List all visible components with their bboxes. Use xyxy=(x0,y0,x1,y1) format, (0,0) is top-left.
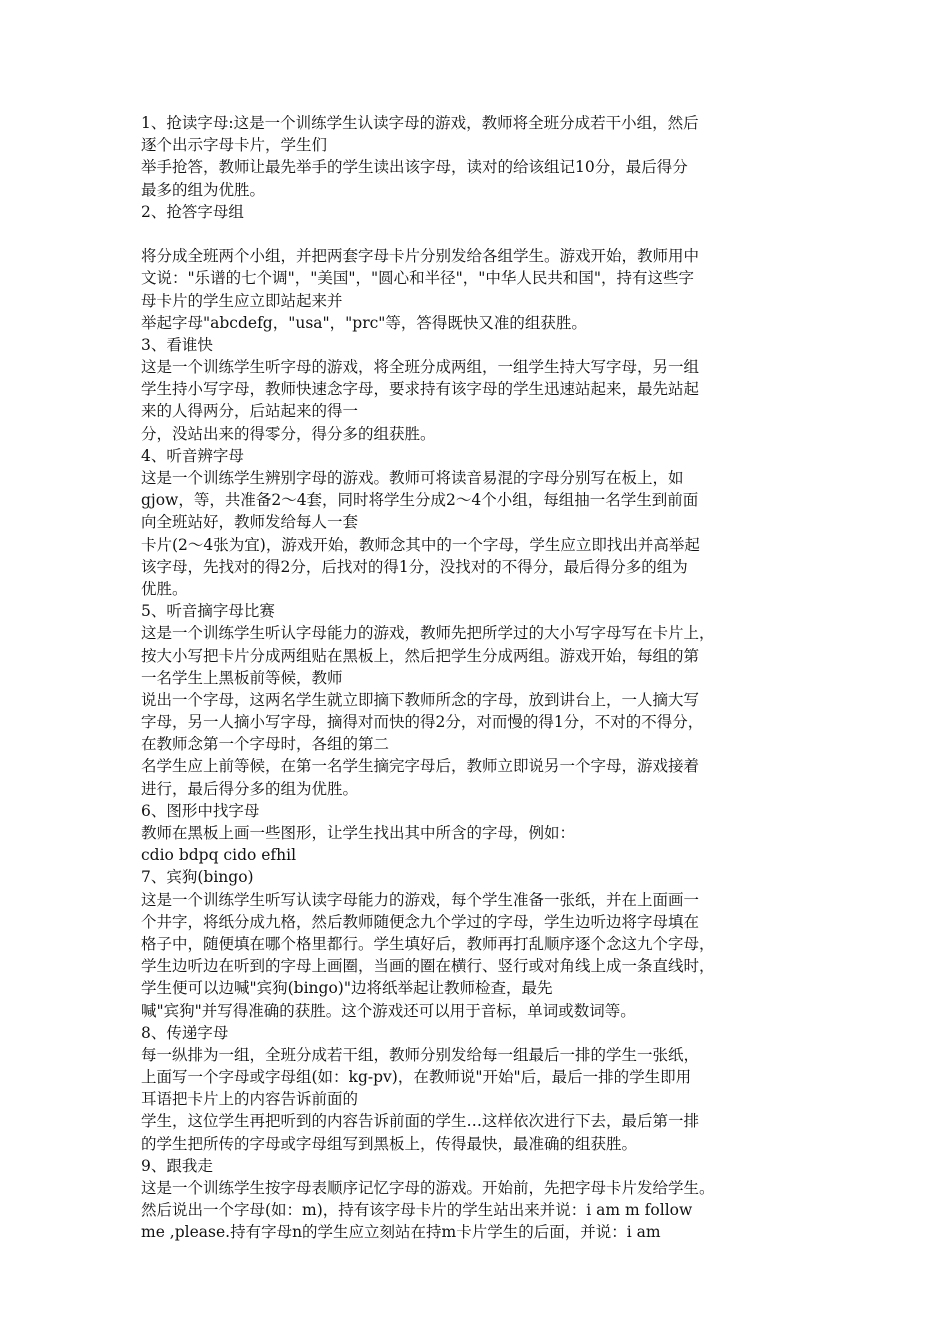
text-line: 这是一个训练学生听字母的游戏，将全班分成两组，一组学生持大写字母，另一组 xyxy=(141,358,700,377)
text-line: 上面写一个字母或字母组(如：kg-pv)，在教师说"开始"后，最后一排的学生即用 xyxy=(141,1068,692,1087)
text-line: 学生边听边在听到的字母上画圈，当画的圈在横行、竖行或对角线上成一条直线时， xyxy=(141,957,715,976)
text-line: 学生，这位学生再把听到的内容告诉前面的学生…这样依次进行下去，最后第一排 xyxy=(141,1112,700,1131)
text-line: 的学生把所传的字母或字母组写到黑板上，传得最快，最准确的组获胜。 xyxy=(141,1134,638,1153)
text-line: 1、抢读字母:这是一个训练学生认读字母的游戏，教师将全班分成若干小组，然后 xyxy=(141,114,699,132)
text-line: 然后说出一个字母(如：m)，持有该字母卡片的学生站出来并说：i am m follow xyxy=(141,1201,693,1220)
text-line: 每一纵排为一组，全班分成若干组，教师分别发给每一组最后一排的学生一张纸， xyxy=(141,1045,700,1064)
text-line: 举起字母"abcdefg，"usa"，"prc"等，答得既快又准的组获胜。 xyxy=(141,313,587,332)
text-line: 在教师念第一个字母时，各组的第二 xyxy=(141,735,390,754)
blank-line xyxy=(141,223,831,245)
text-line: 这是一个训练学生听写认读字母能力的游戏，每个学生准备一张纸，并在上面画一 xyxy=(141,890,700,909)
text-line: 这是一个训练学生按字母表顺序记忆字母的游戏。开始前，先把字母卡片发给学生。 xyxy=(141,1179,715,1197)
text-line: 8、传递字母 xyxy=(141,1023,229,1042)
text-line: 名学生应上前等候，在第一名学生摘完字母后，教师立即说另一个字母，游戏接着 xyxy=(141,757,700,776)
text-line: 喊"宾狗"并写得准确的获胜。这个游戏还可以用于音标，单词或数词等。 xyxy=(141,1001,636,1020)
text-line: 教师在黑板上画一些图形，让学生找出其中所含的字母，例如： xyxy=(141,824,576,842)
text-line: 格子中，随便填在哪个格里都行。学生填好后，教师再打乱顺序逐个念这九个字母， xyxy=(141,934,715,953)
text-line: 卡片(2～4张为宜)，游戏开始，教师念其中的一个字母，学生应立即找出并高举起 xyxy=(141,535,700,554)
text-line: 3、看谁快 xyxy=(141,335,213,354)
document-body xyxy=(141,112,831,1244)
text-line: gjow，等，共准备2～4套，同时将学生分成2～4个小组，每组抽一名学生到前面 xyxy=(141,491,699,510)
text-line: 将分成全班两个小组，并把两套字母卡片分别发给各组学生。游戏开始，教师用中 xyxy=(141,247,700,266)
text-line: 说出一个字母，这两名学生就立即摘下教师所念的字母，放到讲台上，一人摘大写 xyxy=(141,690,700,709)
text-line: 一名学生上黑板前等候，教师 xyxy=(141,668,343,687)
text-line: 9、跟我走 xyxy=(141,1156,213,1175)
text-line: 分，没站出来的得零分，得分多的组获胜。 xyxy=(141,424,436,443)
text-line: 6、图形中找字母 xyxy=(141,801,260,820)
text-line: 优胜。 xyxy=(141,579,188,598)
text-line: 举手抢答，教师让最先举手的学生读出该字母，读对的给该组记10分，最后得分 xyxy=(141,158,688,177)
text-line: 7、宾狗(bingo) xyxy=(141,868,254,887)
text-line: 学生持小写字母，教师快速念字母，要求持有该字母的学生迅速站起来，最先站起 xyxy=(141,380,700,399)
text-line: me ,please.持有字母n的学生应立刻站在持m卡片学生的后面，并说：i am xyxy=(141,1223,661,1242)
text-line: 这是一个训练学生辨别字母的游戏。教师可将读音易混的字母分别写在板上，如 xyxy=(141,469,684,487)
text-line: 向全班站好，教师发给每人一套 xyxy=(141,513,359,532)
text-line: 该字母，先找对的得2分，后找对的得1分，没找对的不得分，最后得分多的组为 xyxy=(141,557,688,576)
text-line: 耳语把卡片上的内容告诉前面的 xyxy=(141,1090,359,1109)
text-line: 5、听音摘字母比赛 xyxy=(141,602,275,621)
text-line: 进行，最后得分多的组为优胜。 xyxy=(141,779,359,798)
text-line: 按大小写把卡片分成两组贴在黑板上，然后把学生分成两组。游戏开始，每组的第 xyxy=(141,646,700,665)
text-line: 来的人得两分，后站起来的得一 xyxy=(141,402,359,421)
text-line: 这是一个训练学生听认字母能力的游戏，教师先把所学过的大小写字母写在卡片上， xyxy=(141,624,715,643)
text-line: 4、听音辨字母 xyxy=(141,446,244,465)
text-line: 学生便可以边喊"宾狗(bingo)"边将纸举起让教师检查，最先 xyxy=(141,979,553,998)
text-line: cdio bdpq cido efhil xyxy=(141,846,297,865)
text-line: 逐个出示字母卡片，学生们 xyxy=(141,136,328,155)
text-line: 个井字，将纸分成九格，然后教师随便念九个学过的字母，学生边听边将字母填在 xyxy=(141,912,700,931)
text-line: 文说："乐谱的七个调"，"美国"，"圆心和半径"，"中华人民共和国"，持有这些字 xyxy=(141,269,695,288)
text-line: 2、抢答字母组 xyxy=(141,202,244,221)
text-line: 最多的组为优胜。 xyxy=(141,180,266,199)
text-line: 母卡片的学生应立即站起来并 xyxy=(141,291,343,310)
text-line: 字母，另一人摘小写字母，摘得对而快的得2分，对而慢的得1分，不对的不得分， xyxy=(141,713,704,732)
